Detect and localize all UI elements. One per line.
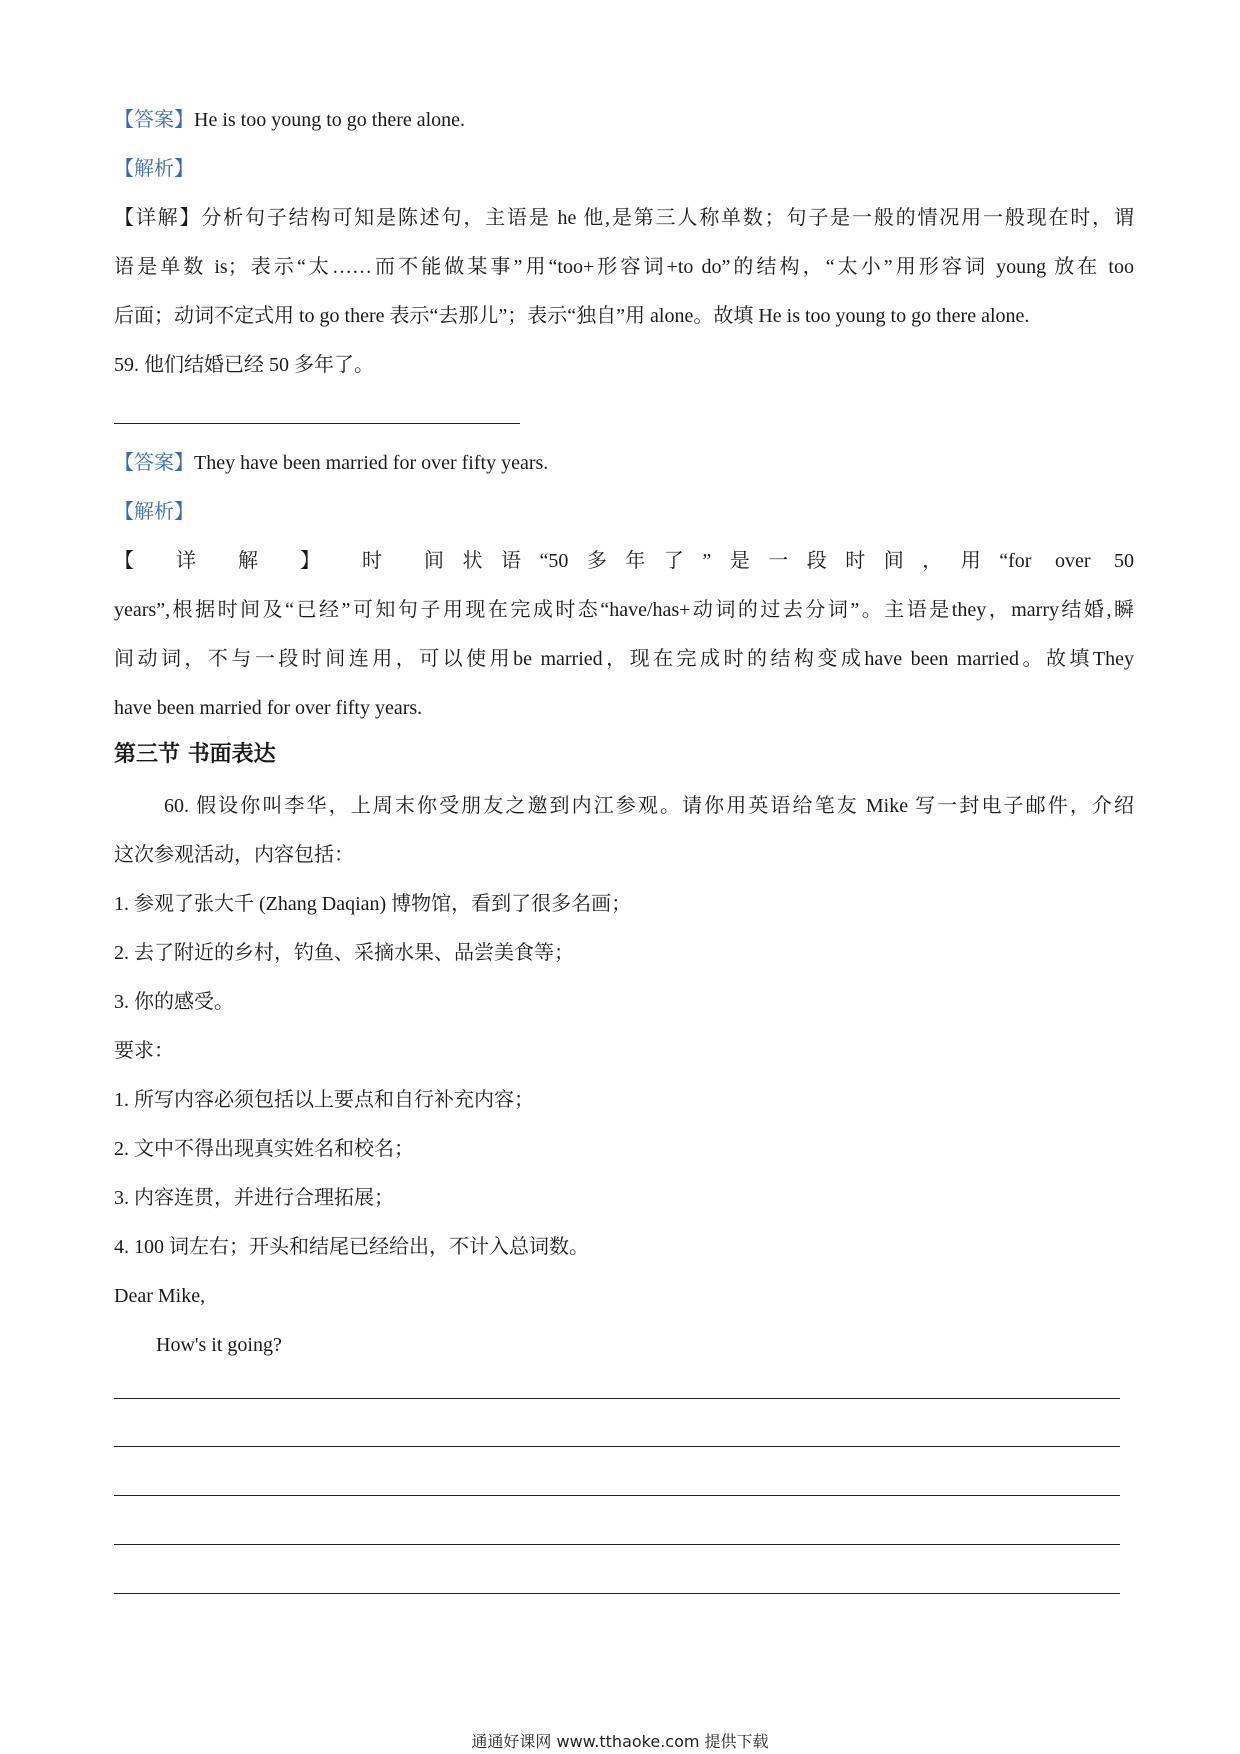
writing-line: [114, 1544, 1120, 1545]
q60-requirement-1: 1. 所写内容必须包括以上要点和自行补充内容；: [114, 1089, 534, 1111]
q58-detail-line-1: [114, 204, 1134, 232]
q59-question: 59. 他们结婚已经 50 多年了。: [114, 354, 374, 376]
q59-detail-line-4: have been married for over fifty years.: [114, 697, 423, 719]
q58-detail-line-2: 语是单数 is；表示“太……而不能做某事”用“too+形容词+to do”的结构，“太小”用形容词 young 放在 too: [114, 256, 1134, 278]
detail-tag: 【详解】: [114, 207, 202, 229]
q60-requirement-3: 3. 内容连贯，并进行合理拓展；: [114, 1187, 394, 1209]
q58-answer-text: He is too young to go there alone.: [194, 109, 466, 131]
page-footer: 通通好课网 www.tthaoke.com 提供下载: [471, 1732, 769, 1751]
q60-requirement-4: 4. 100 词左右；开头和结尾已经给出，不计入总词数。: [114, 1236, 589, 1258]
q60-point-3: 3. 你的感受。: [114, 991, 234, 1013]
answer-tag: 【答案】: [114, 452, 194, 474]
letter-opening: How's it going?: [156, 1334, 282, 1356]
q58-answer-line: [114, 106, 1134, 134]
q59-detail-line-3: 间动词，不与一段时间连用，可以使用be married，现在完成时的结构变成have been married。故填They: [114, 648, 1134, 670]
writing-line: [114, 1398, 1120, 1399]
writing-line: [114, 1446, 1120, 1447]
writing-line: [114, 1593, 1120, 1594]
q58-detail-text-1: 分析句子结构可知是陈述句，主语是 he 他,是第三人称单数；句子是一般的情况用一般现在时，谓: [201, 207, 1135, 229]
section-heading: 第三节 书面表达: [114, 742, 276, 767]
q59-detail-line-2: years”,根据时间及“已经”可知句子用现在完成时态“have/has+动词的过去分词”。主语是they，marry结婚,瞬: [114, 599, 1134, 621]
q60-point-2: 2. 去了附近的乡村，钓鱼、采摘水果、品尝美食等；: [114, 942, 574, 964]
letter-greeting: Dear Mike,: [114, 1285, 206, 1307]
q58-detail-line-3: 后面；动词不定式用 to go there 表示“去那儿”；表示“独自”用 alone。故填 He is too young to go there alone.: [114, 305, 1030, 327]
analysis-tag: 【解析】: [114, 158, 194, 180]
q60-prompt-line-2: 这次参观活动，内容包括：: [114, 844, 354, 866]
q59-answer-line: [114, 449, 1134, 477]
q60-point-1: 1. 参观了张大千 (Zhang Daqian) 博物馆，看到了很多名画；: [114, 893, 632, 915]
q59-analysis-line: [114, 498, 1134, 526]
q60-requirements-title: 要求：: [114, 1040, 174, 1062]
q58-analysis-line: [114, 155, 1134, 183]
answer-tag: 【答案】: [114, 109, 194, 131]
q59-answer-blank: [114, 423, 520, 424]
q59-answer-text: They have been married for over fifty years.: [194, 452, 549, 474]
analysis-tag: 【解析】: [114, 501, 194, 523]
q59-detail-line-1: 【 详 解 】 时 间状语“50多年了”是一段时间，用“for over 50: [114, 550, 1134, 572]
writing-line: [114, 1495, 1120, 1496]
q60-requirement-2: 2. 文中不得出现真实姓名和校名；: [114, 1138, 414, 1160]
q60-prompt-line-1: 60. 假设你叫李华，上周末你受朋友之邀到内江参观。请你用英语给笔友 Mike 写一封电子邮件，介绍: [164, 795, 1134, 817]
